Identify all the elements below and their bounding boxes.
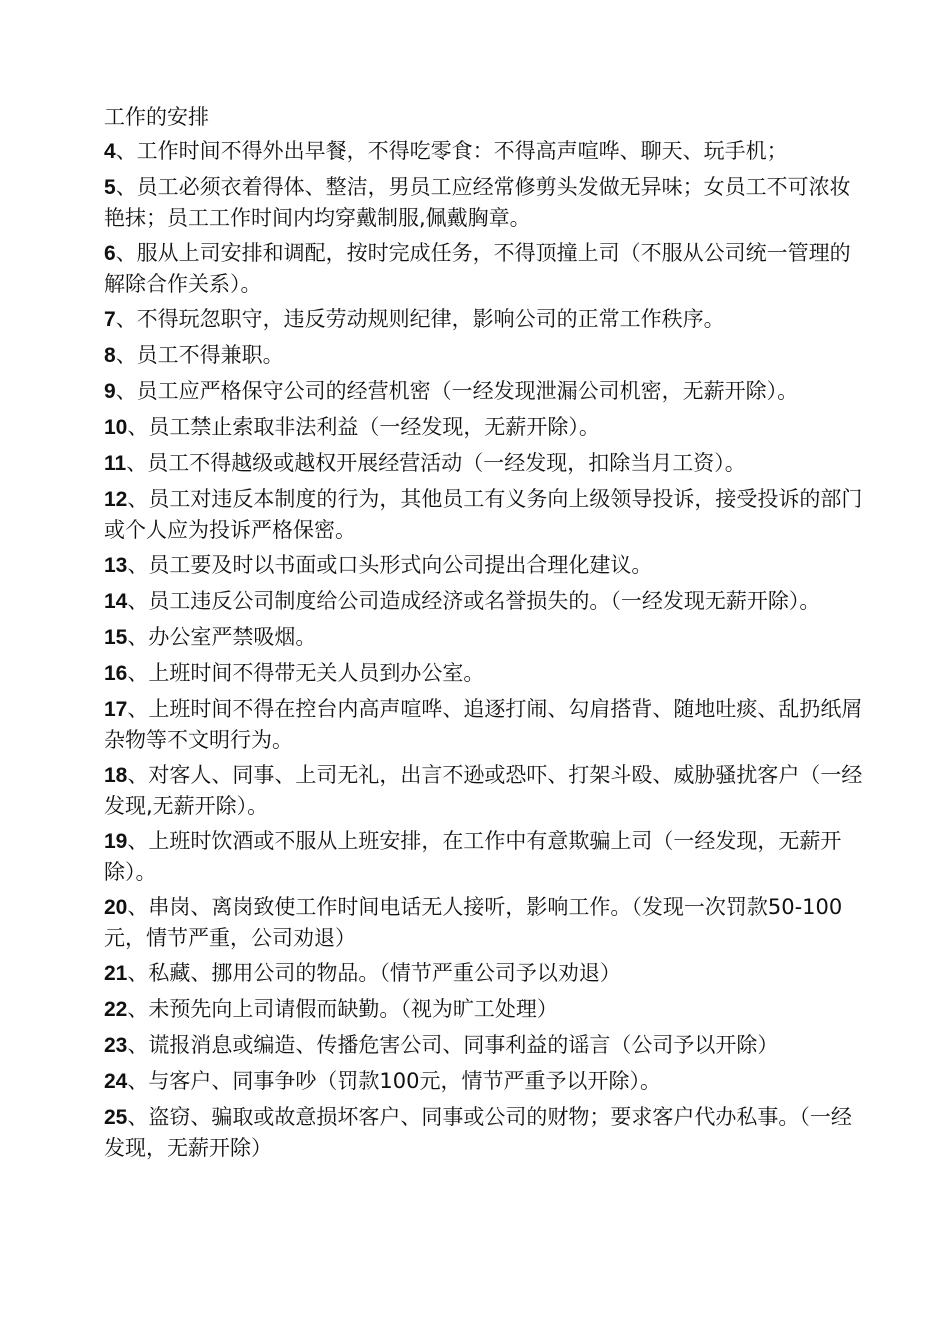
rule-item [104, 484, 864, 545]
rule-text: 、对客人、同事、上司无礼，出言不逊或恐吓、打架斗殴、威胁骚扰客户（一经发现,无薪开除）。 [104, 763, 863, 818]
rule-text: 、谎报消息或编造、传播危害公司、同事利益的谣言（公司予以开除） [127, 1033, 779, 1057]
rule-item [104, 238, 864, 299]
rule-text: 、员工不得兼职。 [115, 343, 284, 367]
rule-number: 15 [104, 626, 128, 649]
rule-number: 10 [104, 416, 128, 439]
rule-text: 、办公室严禁吸烟。 [127, 625, 317, 649]
rule-text: 、不得玩忽职守，违反劳动规则纪律，影响公司的正常工作秩序。 [115, 307, 725, 331]
rule-item [104, 994, 864, 1025]
document-page [104, 102, 864, 1168]
rule-item [104, 1102, 864, 1163]
rule-item [104, 412, 864, 443]
rule-text: 、串岗、离岗致使工作时间电话无人接听，影响工作。（发现一次罚款50-100元，情节严重，公司劝退） [104, 895, 843, 950]
rule-text: 、员工不得越级或越权开展经营活动（一经发现，扣除当月工资）。 [126, 451, 746, 475]
rule-text: 、员工违反公司制度给公司造成经济或名誉损失的。（一经发现无薪开除）。 [127, 589, 821, 613]
rule-item [104, 622, 864, 653]
rule-number: 4 [104, 140, 116, 163]
rule-number: 17 [104, 698, 128, 721]
rule-number: 5 [104, 176, 116, 199]
rule-item [104, 172, 864, 233]
rule-item [104, 658, 864, 689]
rule-item [104, 694, 864, 755]
rule-text: 、工作时间不得外出早餐，不得吃零食：不得高声喧哗、聊天、玩手机； [115, 139, 788, 163]
rule-text: 、员工对违反本制度的行为，其他员工有义务向上级领导投诉，接受投诉的部门或个人应为投诉严格保密。 [104, 487, 863, 542]
rule-item [104, 958, 864, 989]
rule-number: 23 [104, 1034, 128, 1057]
rule-text: 、上班时间不得带无关人员到办公室。 [127, 661, 485, 685]
rule-text: 、未预先向上司请假而缺勤。（视为旷工处理） [127, 997, 558, 1021]
rule-number: 25 [104, 1106, 128, 1129]
rule-number: 7 [104, 308, 116, 331]
rule-text: 、员工应严格保守公司的经营机密（一经发现泄漏公司机密，无薪开除）。 [115, 379, 799, 403]
rule-number: 11 [104, 452, 127, 475]
rule-number: 21 [104, 962, 128, 985]
rule-number: 13 [104, 554, 128, 577]
rule-text: 、员工要及时以书面或口头形式向公司提出合理化建议。 [127, 553, 653, 577]
rule-number: 8 [104, 344, 116, 367]
rule-item [104, 892, 864, 953]
rule-number: 18 [104, 764, 128, 787]
rule-text: 、私藏、挪用公司的物品。（情节严重公司予以劝退） [127, 961, 621, 985]
rule-number: 16 [104, 662, 128, 685]
rule-number: 19 [104, 830, 128, 853]
rule-item [104, 304, 864, 335]
rule-text: 、员工禁止索取非法利益（一经发现，无薪开除）。 [127, 415, 600, 439]
rule-number: 14 [104, 590, 128, 613]
rule-item [104, 1066, 864, 1097]
rule-number: 6 [104, 242, 116, 265]
rule-text: 、上班时间不得在控台内高声喧哗、追逐打闹、勾肩搭背、随地吐痰、乱扔纸屑杂物等不文明行为。 [104, 697, 863, 752]
rule-item [104, 136, 864, 167]
rule-item [104, 376, 864, 407]
rule-item [104, 586, 864, 617]
rule-text: 、员工必须衣着得体、整洁，男员工应经常修剪头发做无异味；女员工不可浓妆艳抹；员工工作时间内均穿戴制服,佩戴胸章。 [104, 175, 851, 230]
rule-item [104, 448, 864, 479]
rule-item [104, 826, 864, 887]
rule-text: 、服从上司安排和调配，按时完成任务，不得顶撞上司（不服从公司统一管理的解除合作关系）。 [104, 241, 851, 296]
rule-item [104, 550, 864, 581]
rule-text: 、上班时饮酒或不服从上班安排，在工作中有意欺骗上司（一经发现，无薪开除）。 [104, 829, 842, 884]
rule-number: 24 [104, 1070, 128, 1093]
rule-number: 12 [104, 488, 128, 511]
rule-item [104, 1030, 864, 1061]
rule-item [104, 760, 864, 821]
rule-text: 、盗窃、骗取或故意损坏客户、同事或公司的财物；要求客户代办私事。（一经发现，无薪开除） [104, 1105, 852, 1160]
rule-number: 20 [104, 896, 128, 919]
heading-continuation: 工作的安排 [104, 105, 209, 129]
rule-text: 、与客户、同事争吵（罚款100元，情节严重予以开除）。 [127, 1069, 661, 1093]
rule-item [104, 340, 864, 371]
rule-number: 22 [104, 998, 128, 1021]
rule-number: 9 [104, 380, 116, 403]
